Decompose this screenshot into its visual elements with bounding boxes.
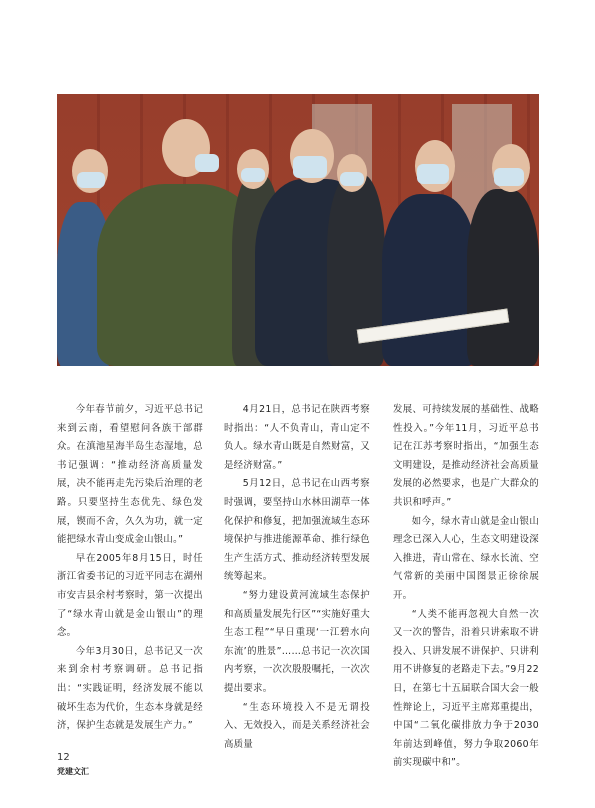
photo-mask [241,168,265,182]
paragraph: “人类不能再忽视大自然一次又一次的警告，沿着只讲索取不讲投入、只讲发展不讲保护、只讲利用不讲修复的老路走下去。”9月22日，在第七十五届联合国大会一般性辩论上，习近平主席郑重提出，中国“二氧化碳排放力争于2030年前达到峰值，努力争取2060年前实现碳中和”。 [393,608,539,769]
paragraph: 5月12日，总书记在山西考察时强调，要坚持山水林田湖草一体化保护和修复，把加强流域生态环境保护与推进能源革命、推行绿色生产生活方式、推动经济转型发展统筹起来。 [224,478,370,583]
photo-mask [195,154,219,172]
paragraph: 今年春节前夕，习近平总书记来到云南，看望慰问各族干部群众。在滇池星海半岛生态湿地，总书记强调：“推动经济高质量发展，决不能再走先污染后治理的老路。只要坚持生态优先、绿色发展，锲而不舍，久久为功，就一定能把绿水青山变成金山银山。” [57,404,203,546]
paragraph: “努力建设黄河流域生态保护和高质量发展先行区”“实施好重大生态工程”“早日重现‘一江碧水向东流’的胜景”……总书记一次次国内考察，一次次殷殷嘱托，一次次提出要求。 [224,589,370,694]
photo-mask [417,164,449,184]
photo-mask [77,172,105,188]
photo-mask [494,168,524,186]
paragraph: 早在2005年8月15日，时任浙江省委书记的习近平同志在湖州市安吉县余村考察时，第一次提出了“绿水青山就是金山银山”的理念。 [57,552,203,639]
article-column-2 [224,401,370,754]
news-photo [57,94,539,366]
paragraph: 如今，绿水青山就是金山银山理念已深入人心，生态文明建设深入推进，青山常在、绿水长流、空气常新的美丽中国图景正徐徐展开。 [393,515,539,601]
photo-mask [293,156,327,178]
paragraph: 4月21日，总书记在陕西考察时指出：“人不负青山，青山定不负人。绿水青山既是自然财富，又是经济财富。” [224,404,370,471]
paragraph: 今年3月30日，总书记又一次来到余村考察调研。总书记指出：“实践证明，经济发展不能以破坏生态为代价，生态本身就是经济，保护生态就是发展生产力。” [57,645,203,732]
paragraph: “生态环境投入不是无谓投入、无效投入，而是关系经济社会高质量 [224,701,370,750]
page-number: 12 [57,752,70,763]
article-column-3 [393,401,539,773]
magazine-name: 党建文汇 [57,766,89,776]
paragraph-continued: 发展、可持续发展的基础性、战略性投入。”今年11月，习近平总书记在江苏考察时指出，“加强生态文明建设，是推动经济社会高质量发展的必然要求，也是广大群众的共识和呼声。” [393,404,539,508]
photo-person [467,189,539,366]
article-column-1 [57,401,203,736]
photo-mask [340,172,364,186]
photo-person [382,194,477,366]
